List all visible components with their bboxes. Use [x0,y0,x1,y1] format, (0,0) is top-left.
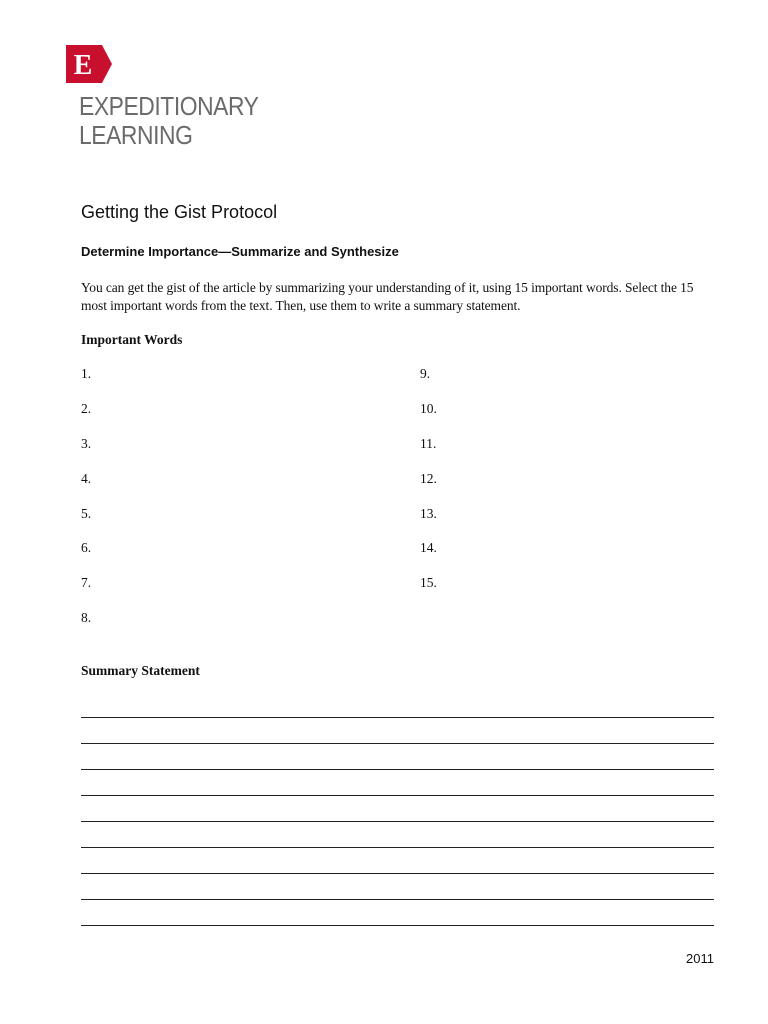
logo-line-1: EXPEDITIONARY [79,91,259,121]
word-entry: 7. [81,575,92,591]
word-entry: 5. [81,505,92,521]
summary-line[interactable] [81,822,714,848]
summary-line[interactable] [81,692,714,718]
word-entry: 3. [81,435,92,451]
important-words-left-column [81,366,91,645]
logo-e-icon [66,45,112,83]
word-entry: 13. [420,505,437,521]
instructions-paragraph: You can get the gist of the article by summarizing your understanding of it, using 15 important words. Select the 15 most important words from the text. Then, use them to write a summary statement. [81,280,694,313]
word-entry: 14. [420,540,437,556]
important-words-right-column [420,366,437,610]
word-entry: 2. [81,400,92,416]
summary-statement-heading: Summary Statement [81,663,200,678]
footer-year: 2011 [686,951,714,966]
word-entry: 15. [420,575,437,591]
word-entry: 8. [81,610,92,626]
summary-line[interactable] [81,874,714,900]
logo-line-2: LEARNING [79,120,193,150]
word-entry: 10. [420,400,437,416]
summary-line[interactable] [81,900,714,926]
summary-line[interactable] [81,848,714,874]
word-entry: 6. [81,540,92,556]
summary-line[interactable] [81,718,714,744]
summary-line[interactable] [81,770,714,796]
summary-line[interactable] [81,796,714,822]
word-entry: 4. [81,470,92,486]
logo-mark-letter: E [73,50,93,81]
logo-mark [66,45,112,83]
word-entry: 9. [420,366,431,381]
logo-wordmark [79,92,258,150]
summary-writing-lines [81,692,714,926]
word-entry: 11. [420,435,437,451]
word-entry: 1. [81,366,92,381]
word-entry: 12. [420,470,437,486]
page-title: Getting the Gist Protocol [81,202,278,222]
page-subtitle: Determine Importance—Summarize and Synthesize [81,244,399,259]
summary-line[interactable] [81,744,714,770]
important-words-heading: Important Words [81,332,183,347]
